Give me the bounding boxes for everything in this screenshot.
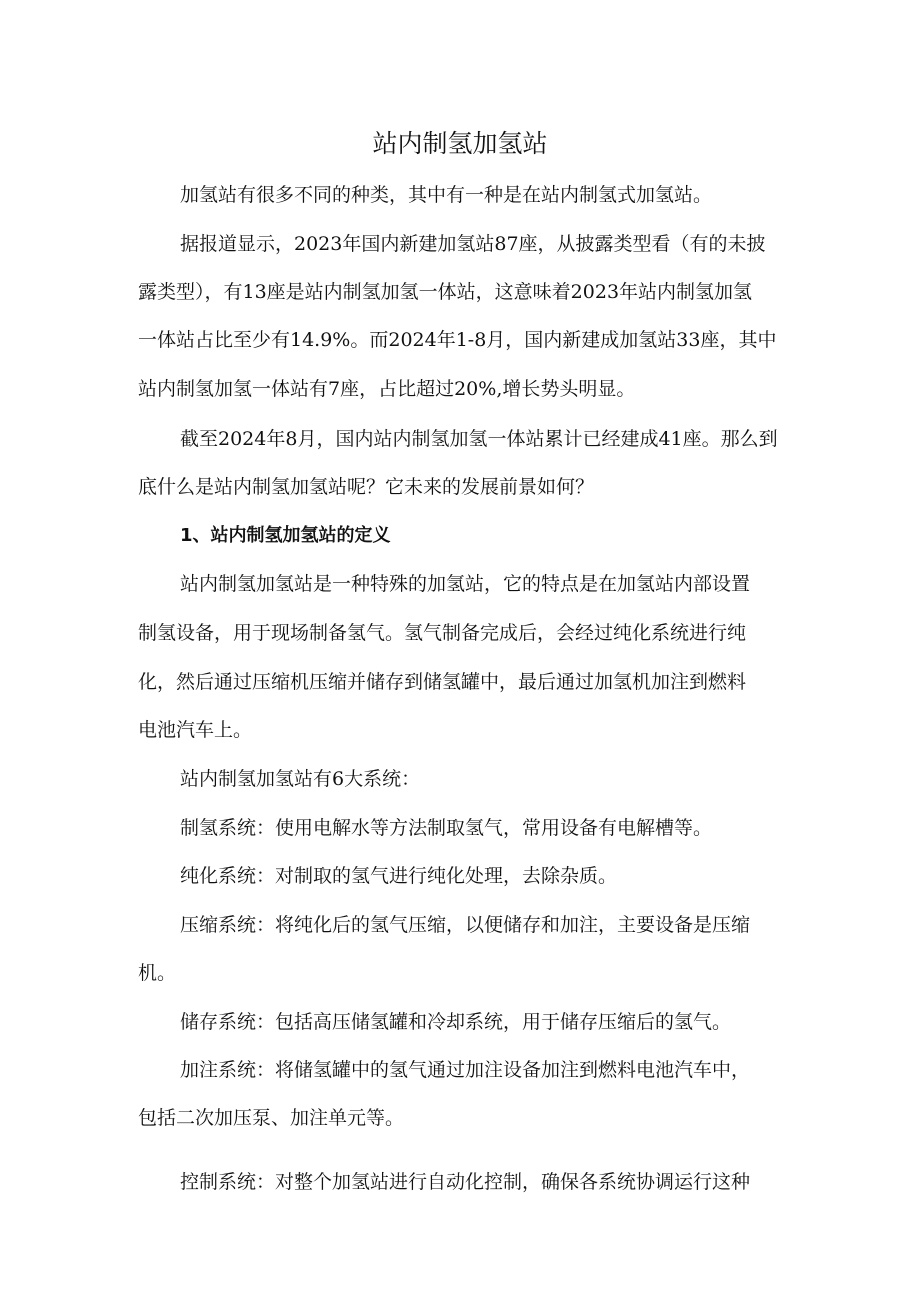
- paragraph-line: 电池汽车上。: [138, 719, 253, 741]
- document-title: 站内制氢加氢站: [372, 129, 548, 158]
- paragraph-line: 机。: [138, 962, 177, 984]
- system-item: 控制系统：对整个加氢站进行自动化控制，确保各系统协调运行这种: [180, 1171, 751, 1193]
- paragraph-line: 露类型），有13座是站内制氢加氢一体站，这意味着2023年站内制氢加氢: [138, 281, 753, 303]
- paragraph-line: 站内制氢加氢站是一种特殊的加氢站，它的特点是在加氢站内部设置: [180, 573, 751, 595]
- paragraph-line: 一体站占比至少有14.9%。而2024年1-8月，国内新建成加氢站33座，其中: [138, 329, 777, 351]
- system-item: 加注系统：将储氢罐中的氢气通过加注设备加注到燃料电池汽车中，: [180, 1059, 751, 1081]
- system-item: 纯化系统：对制取的氢气进行纯化处理，去除杂质。: [180, 865, 618, 887]
- system-item: 压缩系统：将纯化后的氢气压缩，以便储存和加注，主要设备是压缩: [180, 914, 751, 936]
- system-item: 制氢系统：使用电解水等方法制取氢气，常用设备有电解槽等。: [180, 817, 713, 839]
- paragraph-line: 制氢设备，用于现场制备氢气。氢气制备完成后，会经过纯化系统进行纯: [138, 622, 747, 644]
- paragraph-line: 据报道显示，2023年国内新建加氢站87座，从披露类型看（有的未披: [180, 233, 766, 255]
- paragraph-line: 底什么是站内制氢加氢站呢？它未来的发展前景如何？: [138, 476, 595, 498]
- paragraph-line: 站内制氢加氢站有6大系统：: [180, 768, 421, 790]
- system-item: 储存系统：包括高压储氢罐和冷却系统，用于储存压缩后的氢气。: [180, 1011, 732, 1033]
- paragraph-line: 截至2024年8月，国内站内制氢加氢一体站累计已经建成41座。那么到: [180, 428, 778, 450]
- paragraph-line: 加氢站有很多不同的种类，其中有一种是在站内制氢式加氢站。: [180, 184, 713, 206]
- section-heading: 1、站内制氢加氢站的定义: [180, 525, 391, 546]
- paragraph-line: 化，然后通过压缩机压缩并储存到储氢罐中，最后通过加氢机加注到燃料: [138, 671, 747, 693]
- paragraph-line: 站内制氢加氢一体站有7座，占比超过20%,增长势头明显。: [138, 378, 636, 400]
- paragraph-line: 包括二次加压泵、加注单元等。: [138, 1107, 405, 1129]
